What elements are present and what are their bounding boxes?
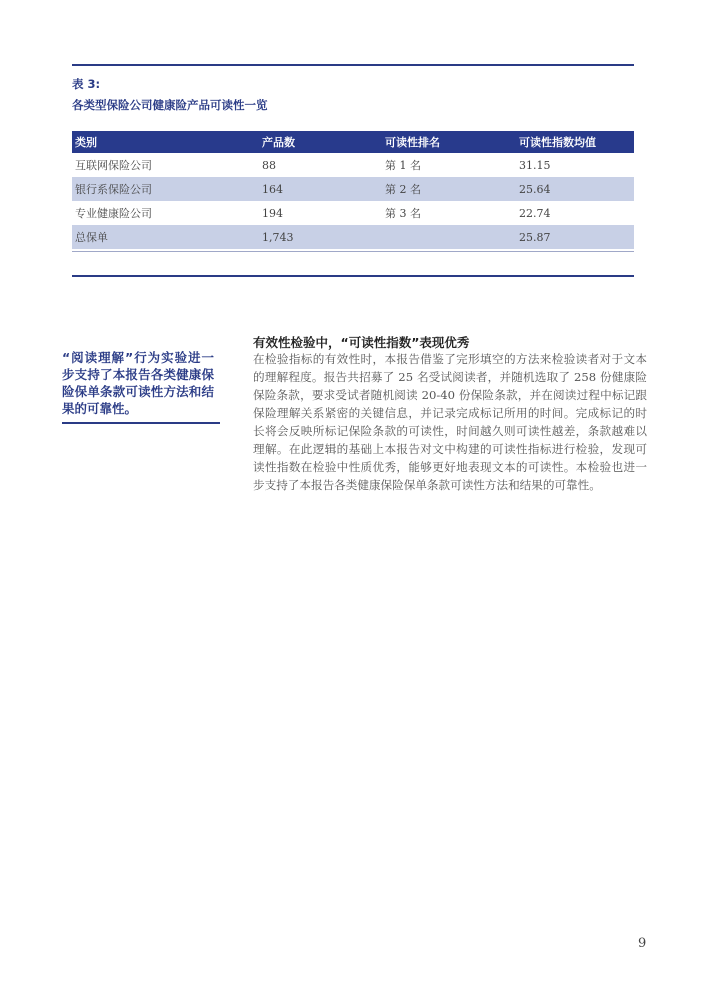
cell-product-count: 194 xyxy=(262,206,283,220)
cell-category: 银行系保险公司 xyxy=(72,177,259,201)
table-label: 表 3: xyxy=(72,77,101,91)
cell-rank: 第 1 名 xyxy=(385,159,421,172)
cell-category: 总保单 xyxy=(72,225,259,249)
header-product-count: 产品数 xyxy=(259,131,382,153)
cell-category: 专业健康险公司 xyxy=(75,207,152,220)
cell-product-count: 164 xyxy=(259,177,382,201)
cell-index-mean: 25.64 xyxy=(516,177,634,201)
table-row xyxy=(72,201,634,225)
cell-rank: 第 3 名 xyxy=(385,207,421,220)
table-row xyxy=(72,225,634,249)
cell-category: 互联网保险公司 xyxy=(75,159,152,172)
cell-rank: 第 2 名 xyxy=(382,177,516,201)
table-row xyxy=(72,177,634,201)
table-row xyxy=(72,153,634,177)
section-body-text: 在检验指标的有效性时，本报告借鉴了完形填空的方法来检验读者对于文本的理解程度。报告共招募了 25 名受试阅读者，并随机选取了 258 份健康险保险条款，要求受试者随机阅读 20-40 份保险条款，并在阅读过程中标记跟保险理解关系紧密的关键信息，并记录完成标记所用的时间。完成标记的时长将会反映所标记保险条款的可读性，时间越久则可读性越差，条款越难以理解。在此逻辑的基础上本报告对文中构建的可读性指标进行检验，发现可读性指数在检验中性质优秀，能够更好地表现文本的可读性。本检验也进一步支持了本报告各类健康保险保单条款可读性方法和结果的可靠性。 xyxy=(253,352,647,492)
table-header-row xyxy=(72,131,634,153)
header-readability-rank: 可读性排名 xyxy=(382,131,516,153)
cell-rank xyxy=(382,225,516,249)
table-bottom-line xyxy=(72,251,634,252)
header-readability-index-mean: 可读性指数均值 xyxy=(516,131,634,153)
readability-table xyxy=(72,131,634,249)
cell-index-mean: 22.74 xyxy=(519,206,551,220)
cell-index-mean: 31.15 xyxy=(519,158,551,172)
cell-index-mean: 25.87 xyxy=(516,225,634,249)
table-title: 各类型保险公司健康险产品可读性一览 xyxy=(72,98,268,112)
cell-product-count: 1,743 xyxy=(259,225,382,249)
header-category: 类别 xyxy=(72,131,259,153)
page-number: 9 xyxy=(638,936,647,951)
sidebar-underline xyxy=(62,422,220,424)
bottom-rule xyxy=(72,275,634,277)
cell-product-count: 88 xyxy=(262,158,276,172)
top-rule xyxy=(72,64,634,66)
sidebar-pull-quote: “阅读理解”行为实验进一步支持了本报告各类健康保险保单条款可读性方法和结果的可靠性。 xyxy=(62,350,214,416)
section-heading: 有效性检验中，“可读性指数”表现优秀 xyxy=(253,335,470,350)
